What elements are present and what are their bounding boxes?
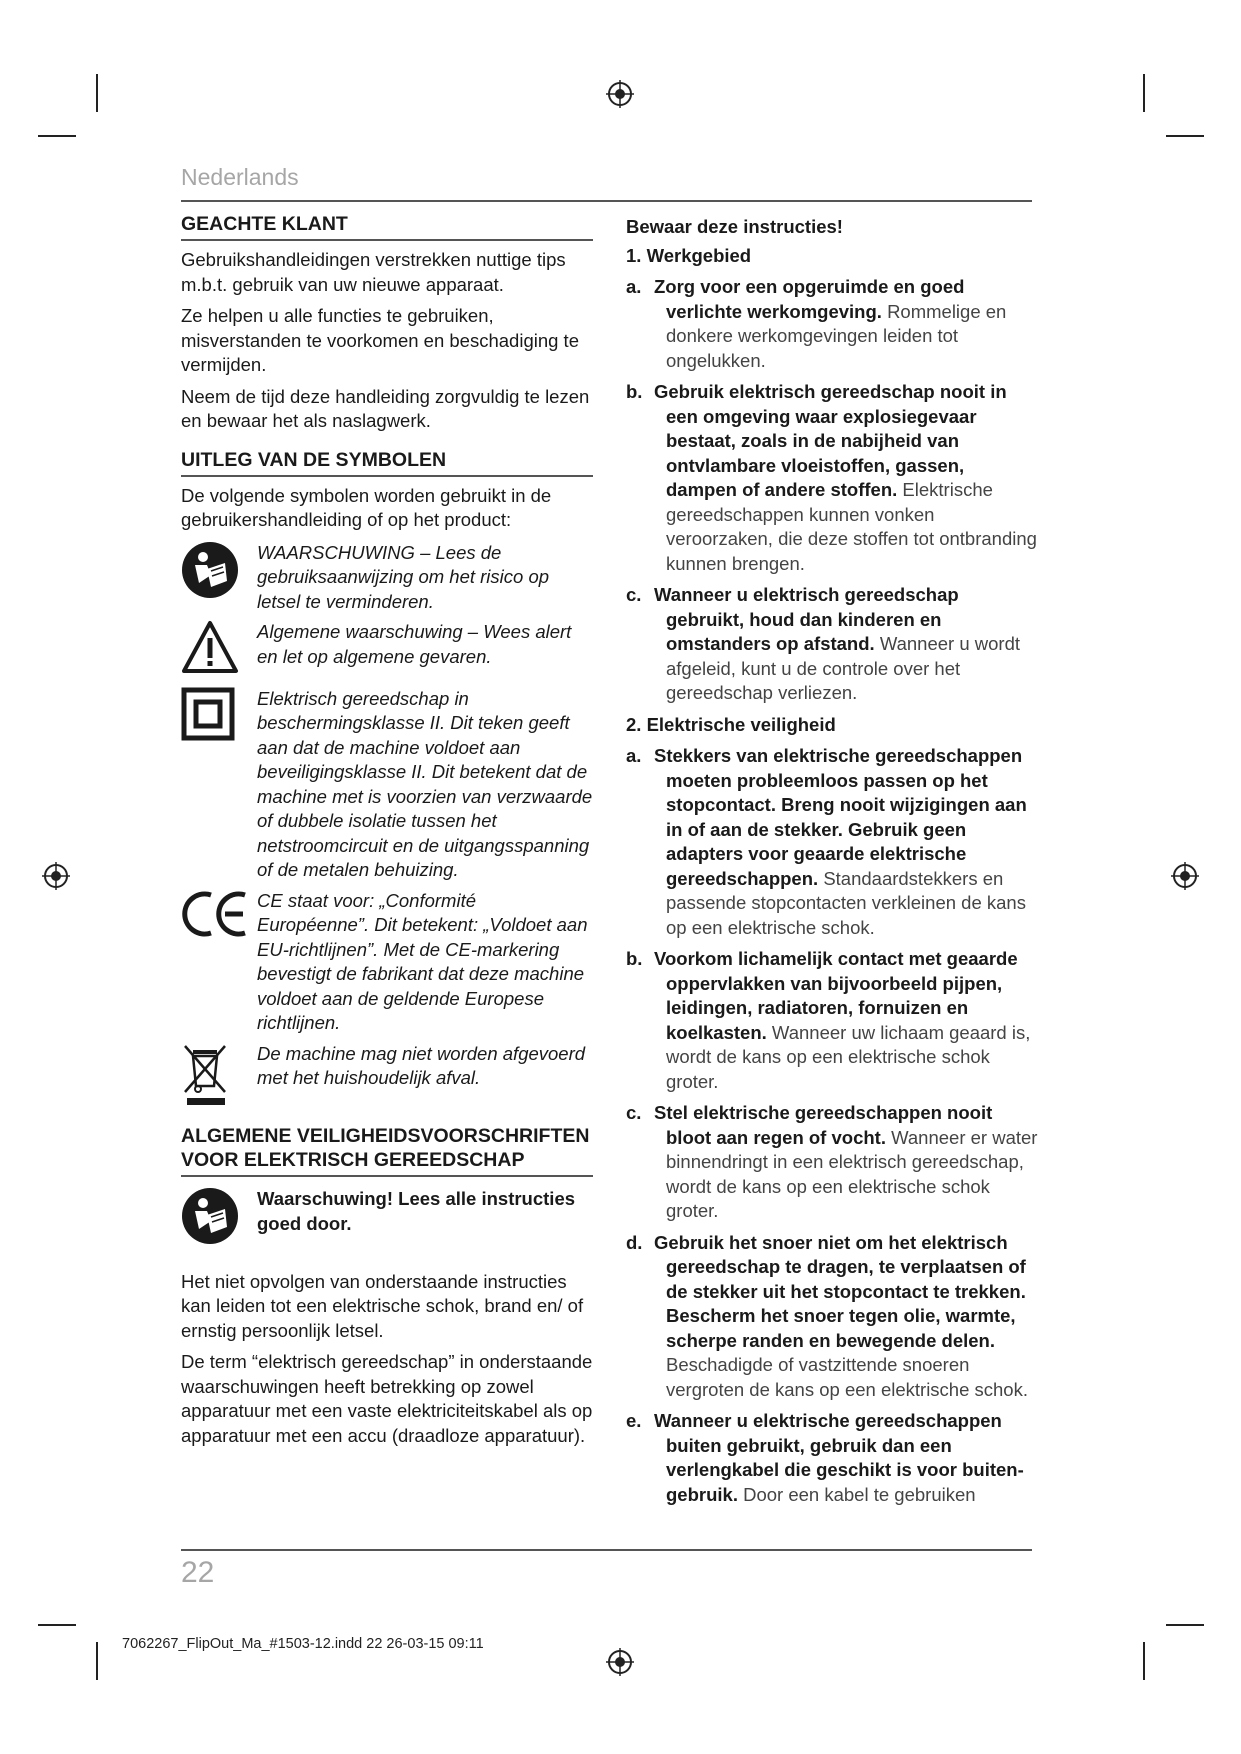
page-number: 22 <box>181 1556 215 1589</box>
item-label: e. <box>626 1410 642 1431</box>
warning-read-all-text: Waarschuwing! Lees alle instructies goed door. <box>257 1188 576 1234</box>
item-text: Standaardstekkers en passende stopcontacten verkleinen de kans op een elektrische schok. <box>666 867 1026 938</box>
symbol-text-manual: WAARSCHUWING – Lees de gebruiksaanwijzing om het risico op letsel te verminderen. <box>257 541 550 612</box>
crop-mark <box>96 1642 98 1680</box>
list-item <box>626 275 1040 373</box>
paragraph: Neem de tijd deze handleiding zorgvuldig te lezen en bewaar het als naslagwerk. <box>181 385 590 431</box>
item-bold-text: Wanneer u elektrische gereedschappen buiten gebruikt, gebruik dan een verlengkabel die geschikt is voor buiten-gebruik. <box>654 1410 1024 1505</box>
item-label: b. <box>626 948 643 969</box>
symbol-row-ce <box>181 889 593 1036</box>
symbol-row-weee <box>181 1042 593 1113</box>
item-text: Beschadigde of vastzittende snoeren vergroten de kans op een elektrische schok. <box>666 1354 1028 1400</box>
item-bold-text: Wanneer u elektrisch gereedschap gebruikt, houd dan kinderen en omstanders op afstand. <box>654 584 959 654</box>
section-heading-algemeen: ALGEMENE VEILIGHEIDSVOORSCHRIFTEN VOOR ELEKTRISCH GEREEDSCHAP <box>181 1124 593 1177</box>
paragraph: Gebruikshandleidingen verstrekken nuttige tips m.b.t. gebruik van uw nieuwe apparaat. <box>181 249 566 295</box>
print-slug: 7062267_FlipOut_Ma_#1503-12.indd 22 26-03-15 09:11 <box>122 1636 484 1652</box>
symbol-text-warning: Algemene waarschuwing – Wees alert en let op algemene gevaren. <box>257 621 572 667</box>
list-item <box>626 1101 1040 1224</box>
section-heading-symbolen: UITLEG VAN DE SYMBOLEN <box>181 448 593 477</box>
keep-instructions-heading: Bewaar deze instructies! <box>626 216 843 237</box>
item-label: a. <box>626 745 642 766</box>
section-heading-geachte-klant: GEACHTE KLANT <box>181 212 593 241</box>
crop-mark <box>38 1624 76 1626</box>
crop-mark <box>38 135 76 137</box>
symbol-text-weee: De machine mag niet worden afgevoerd met het huishoudelijk afval. <box>257 1042 586 1088</box>
crop-mark <box>96 74 98 112</box>
item-bold-text: Stel elektrische gereedschappen nooit bloot aan regen of vocht. <box>654 1102 993 1148</box>
paragraph: Ze helpen u alle functies te gebruiken, misverstanden te voorkomen en beschadiging te vermijden. <box>181 305 579 375</box>
item-bold-text: Voorkom lichamelijk contact met geaarde oppervlakken van bijvoorbeeld pijpen, leidingen, radiatoren, fornuizen en koelkasten. <box>654 948 1018 1043</box>
crop-mark <box>1166 135 1204 137</box>
list-item <box>626 947 1040 1094</box>
section-2-heading <box>626 713 1040 738</box>
section-number: 2. <box>626 713 642 735</box>
symbol-text-ce: CE staat voor: „Conformité Européenne”. Dit betekent: „Voldoet aan EU-richtlijnen”. Met de CE-markering bevestigt de fabrikant dat deze machine voldoet aan de geldende Europese richtlijnen. <box>257 889 588 1033</box>
list-item <box>626 583 1040 706</box>
crop-mark <box>1143 1642 1145 1680</box>
left-column <box>181 212 593 1455</box>
registration-mark-icon <box>1171 862 1199 890</box>
registration-mark-icon <box>606 1648 634 1676</box>
list-item <box>626 1231 1040 1403</box>
symbol-row-read-all <box>181 1187 593 1252</box>
registration-mark-icon <box>606 80 634 108</box>
class-ii-insulation-icon <box>181 687 235 741</box>
footer-rule <box>181 1549 1032 1551</box>
item-text: Wanneer uw lichaam geaard is, wordt de kans op een elektrische schok groter. <box>666 1021 1031 1092</box>
symbol-text-class2: Elektrisch gereedschap in beschermingsklasse II. Dit teken geeft aan dat de machine voldoet aan beveiligingsklasse II. Dit betekent dat de machine met is voorzien van verzwaarde of dubbele isolatie tussen het netstroomcircuit en de uitgangsspanning of de metalen behuizing. <box>257 687 593 880</box>
read-manual-icon <box>181 1187 239 1245</box>
symbol-row-warning <box>181 620 593 681</box>
list-item <box>626 380 1040 576</box>
read-manual-icon <box>181 541 239 599</box>
item-label: a. <box>626 276 642 297</box>
registration-mark-icon <box>42 862 70 890</box>
item-text: Wanneer er water binnendringt in een elektrisch gereedschap, wordt de kans op een elektrische schok groter. <box>666 1126 1038 1221</box>
symbol-row-class2 <box>181 687 593 883</box>
section-1-heading <box>626 244 1040 269</box>
item-bold-text: Gebruik elektrisch gereedschap nooit in een omgeving waar explosiegevaar bestaat, zoals in de nabijheid van ontvlambare vloeistoffen, gassen, dampen of andere stoffen. <box>654 381 1007 500</box>
item-label: c. <box>626 584 642 605</box>
item-text: Door een kabel te gebruiken <box>743 1483 976 1505</box>
crop-mark <box>1143 74 1145 112</box>
section-title: Werkgebied <box>646 244 752 266</box>
header-rule <box>181 200 1032 202</box>
paragraph: Het niet opvolgen van onderstaande instructies kan leiden tot een elektrische schok, brand en/ of ernstig persoonlijk letsel. <box>181 1270 584 1341</box>
item-text: Wanneer u wordt afgeleid, kunt u de controle over het gereedschap verliezen. <box>666 633 1021 703</box>
section-number: 1. <box>626 244 642 266</box>
item-label: b. <box>626 381 643 402</box>
warning-triangle-icon <box>181 620 239 674</box>
ce-mark-icon <box>181 889 251 939</box>
section-title: Elektrische veiligheid <box>646 713 836 735</box>
symbol-row-manual <box>181 541 593 615</box>
item-text: Rommelige en donkere werkomgevingen leiden tot ongelukken. <box>666 300 1007 371</box>
item-label: c. <box>626 1102 642 1123</box>
list-item <box>626 1409 1040 1507</box>
right-column <box>626 215 1040 1514</box>
paragraph: De term “elektrisch gereedschap” in onderstaande waarschuwingen heeft betrekking op zowel apparatuur met een vaste elektriciteitskabel als op apparatuur met een accu (draadloze apparatuur). <box>181 1351 593 1446</box>
item-text: Elektrische gereedschappen kunnen vonken veroorzaken, die deze stoffen tot ontbranding kunnen brengen. <box>666 479 1037 574</box>
item-bold-text: Zorg voor een opgeruimde en goed verlichte werkomgeving. <box>654 276 965 322</box>
crop-mark <box>1166 1624 1204 1626</box>
list-item <box>626 744 1040 940</box>
item-bold-text: Gebruik het snoer niet om het elektrisch gereedschap te dragen, te verplaatsen of de stekker uit het stopcontact te trekken. Bescherm het snoer tegen olie, warmte, scherpe randen en bewegende delen. <box>654 1231 1026 1351</box>
item-label: d. <box>626 1231 643 1253</box>
weee-crossed-bin-icon <box>181 1042 233 1106</box>
language-label: Nederlands <box>181 164 299 190</box>
paragraph: De volgende symbolen worden gebruikt in de gebruikershandleiding of op het product: <box>181 484 552 530</box>
item-bold-text: Stekkers van elektrische gereedschappen moeten probleemloos passen op het stopcontact. Breng nooit wijzigingen aan in of aan de stekker. Gebruik geen adapters voor geaarde elektrische gereedschappen. <box>654 745 1027 889</box>
